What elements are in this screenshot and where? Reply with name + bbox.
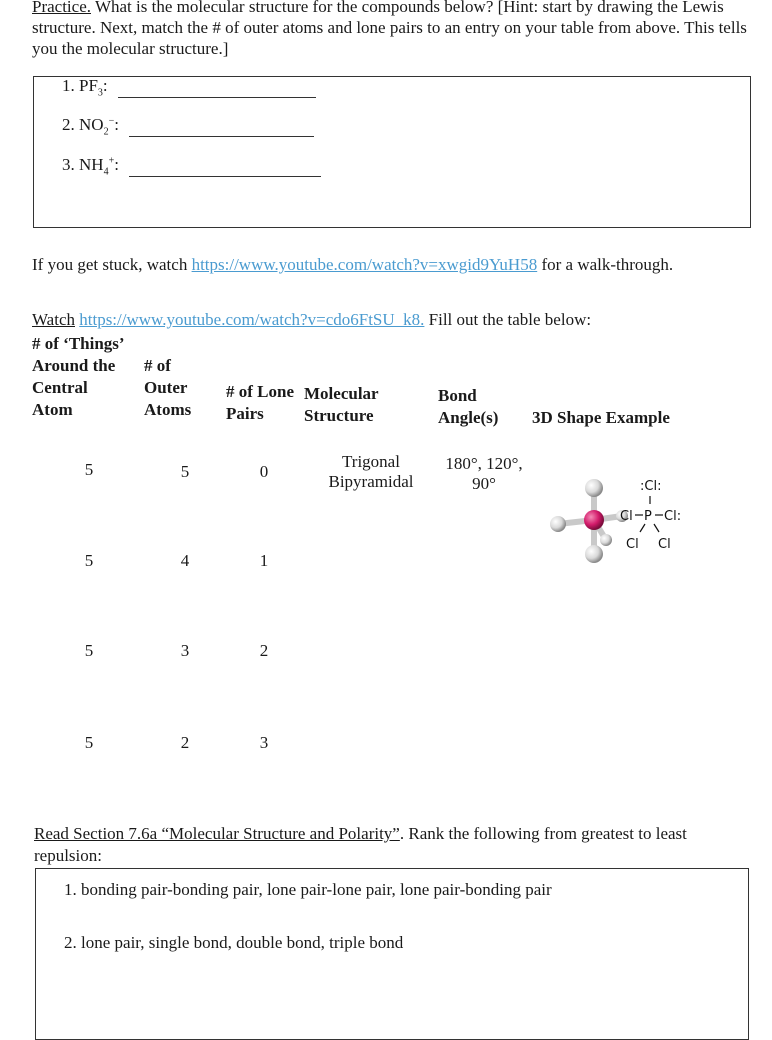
rank-section-label: Read Section 7.6a “Molecular Structure and Polarity”	[34, 824, 400, 843]
rank-intro	[34, 823, 754, 867]
stuck-text: If you get stuck, watch	[32, 255, 192, 274]
answer-line-2[interactable]	[129, 122, 314, 137]
ball-and-stick-icon	[550, 479, 628, 563]
item-colon: :	[102, 76, 108, 95]
header-outer-atoms	[144, 355, 191, 421]
item-formula: PF	[79, 76, 98, 95]
cell-angles-line: 180°, 120°,	[445, 454, 523, 473]
practice-item-2	[62, 115, 314, 137]
answer-line-3[interactable]	[129, 162, 321, 177]
item-subscript: 3	[97, 87, 103, 99]
cell-outer: 2	[180, 733, 190, 752]
cell-outer: 5	[180, 462, 190, 481]
stuck-line	[32, 255, 673, 275]
item-number: 1.	[62, 76, 75, 95]
header-molecular-line: Structure	[304, 406, 374, 425]
lewis-bottom-right-cl: Cl	[658, 537, 671, 552]
header-things-line: Atom	[32, 400, 73, 419]
item-subscript: 2	[103, 126, 109, 138]
cell-things: 5	[84, 551, 94, 570]
header-things	[32, 333, 125, 421]
lewis-center-p: P	[644, 509, 652, 524]
answer-line-1[interactable]	[118, 83, 316, 98]
cell-lone: 2	[259, 641, 269, 660]
header-things-line: Around the	[32, 356, 116, 375]
cell-outer: 3	[180, 641, 190, 660]
cell-structure-line: Trigonal	[342, 452, 400, 471]
watch-label: Watch	[32, 310, 75, 329]
header-bond-line: Bond	[438, 386, 477, 405]
trigonal-bipyramidal-model	[544, 468, 694, 568]
item-superscript: −	[108, 115, 115, 127]
watch-after-text: Fill out the table below:	[424, 310, 592, 329]
cell-structure	[316, 452, 426, 492]
cell-lone: 1	[259, 551, 269, 570]
header-bond-line: Angle(s)	[438, 408, 499, 427]
rank-item-1: 1. bonding pair-bonding pair, lone pair-lone pair, lone pair-bonding pair	[64, 880, 552, 899]
header-molecular-line: Molecular	[304, 384, 379, 403]
lewis-top-cl: :Cl:	[640, 479, 662, 494]
item-colon: :	[114, 155, 119, 174]
header-outer-line: Outer	[144, 378, 188, 397]
lewis-bottom-left-cl: Cl	[626, 537, 639, 552]
walkthrough-link[interactable]: https://www.youtube.com/watch?v=xwgid9YuH58	[191, 255, 538, 274]
item-number: 2.	[62, 115, 75, 134]
cell-things: 5	[84, 460, 94, 479]
cell-outer: 4	[180, 551, 190, 570]
cell-angles-line: 90°	[472, 474, 496, 493]
watch-line	[32, 310, 591, 330]
cell-things: 5	[84, 641, 94, 660]
cell-lone: 3	[259, 733, 269, 752]
lewis-structure	[620, 479, 681, 552]
header-lone-pairs	[226, 381, 294, 425]
table-video-link[interactable]: https://www.youtube.com/watch?v=cdo6FtSU_k8.	[79, 310, 425, 329]
practice-answer-box	[33, 76, 751, 228]
header-outer-line: Atoms	[144, 400, 192, 419]
rank-instruction: . Rank the following from greatest to least repulsion:	[34, 824, 687, 865]
cell-lone: 0	[259, 462, 269, 481]
item-formula: NO	[79, 115, 104, 134]
header-lone-line: Pairs	[226, 404, 264, 423]
rank-item-2: 2. lone pair, single bond, double bond, triple bond	[64, 933, 404, 952]
practice-label: Practice.	[32, 0, 91, 16]
cell-things: 5	[84, 733, 94, 752]
cell-structure-line: Bipyramidal	[328, 472, 414, 491]
header-molecular-structure	[304, 383, 379, 427]
header-things-line: Central	[32, 378, 88, 397]
item-formula: NH	[79, 155, 104, 174]
practice-text: What is the molecular structure for the compounds below? [Hint: start by drawing the Lewis structure. Next, match the # of outer atoms and lone pairs to an entry on your table from above. This tells you the molecular structure.]	[32, 0, 747, 58]
item-superscript: +	[108, 155, 115, 167]
header-things-line: # of ‘Things’	[32, 334, 125, 353]
practice-item-3	[62, 155, 321, 177]
cell-angles	[436, 454, 532, 494]
practice-intro	[32, 0, 752, 59]
item-number: 3.	[62, 155, 75, 174]
lewis-left-cl: Cl	[620, 509, 633, 524]
header-bond-angles	[438, 385, 498, 429]
lewis-right-cl: Cl:	[664, 509, 682, 524]
header-3d-shape: 3D Shape Example	[532, 408, 670, 427]
header-outer-line: # of	[144, 356, 171, 375]
header-lone-line: # of Lone	[226, 382, 294, 401]
item-colon: :	[114, 115, 119, 134]
practice-item-1	[62, 76, 316, 98]
stuck-after-text: for a walk-through.	[537, 255, 674, 274]
item-subscript: 4	[103, 166, 109, 178]
